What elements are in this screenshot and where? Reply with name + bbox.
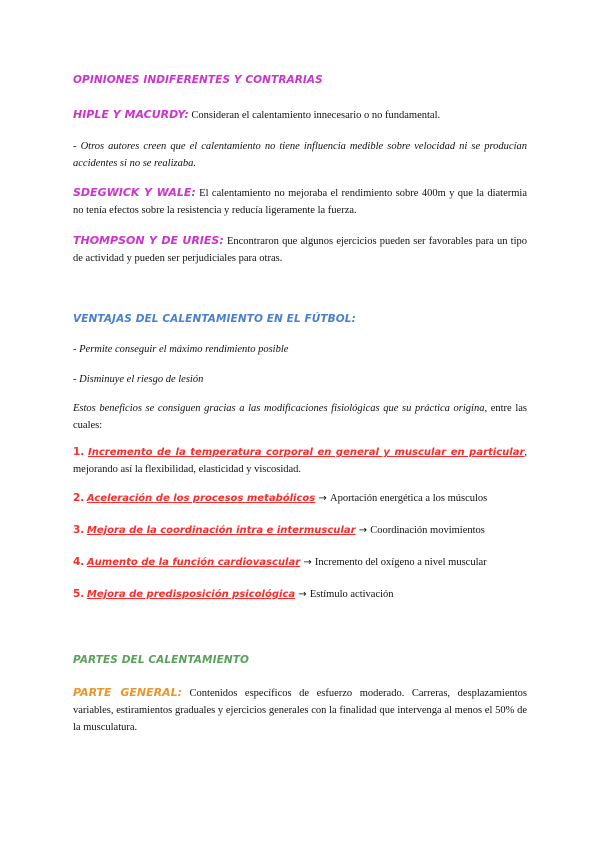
author-lead-hiple: HIPLE Y MACURDY: bbox=[73, 108, 189, 121]
list-text: Incremento del oxígeno a nivel muscular bbox=[314, 557, 487, 568]
list-item bbox=[73, 522, 527, 539]
paragraph-text-italic: Estos beneficios se consiguen gracias a las modificaciones fisiológicas que su práctica origina, bbox=[73, 403, 488, 414]
paragraph-hiple bbox=[73, 106, 527, 124]
paragraph-text: El calentamiento no mejoraba el rendimiento sobre 400m y que la diatermia no tenía efectos sobre la resistencia y reducía ligeramente la fuerza. bbox=[73, 188, 527, 216]
author-lead-thompson: THOMPSON Y DE URIES: bbox=[73, 234, 224, 247]
bullet-lesion: - Disminuye el riesgo de lesión bbox=[73, 374, 204, 385]
paragraph-text: Contenidos específicos de esfuerzo moderado. Carreras, desplazamientos variables, estiramientos graduales y ejercicios generales con la finalidad que intervenga al menos el 50% de la musculatura. bbox=[73, 688, 528, 733]
paragraph-text: entre las cuales: bbox=[73, 403, 527, 431]
list-text: Aportación energética a los músculos bbox=[329, 493, 488, 504]
list-lead: Incremento de la temperatura corporal en general y muscular en particular bbox=[88, 447, 525, 458]
arrow-icon: → bbox=[355, 525, 371, 536]
list-number: 3. bbox=[73, 524, 85, 536]
paragraph-text: Encontraron que algunos ejercicios pueden ser favorables para un tipo de actividad y pueden ser perjudiciales para otras. bbox=[73, 236, 528, 264]
paragraph-thompson bbox=[73, 232, 527, 267]
section-title-opiniones: OPINIONES INDIFERENTES Y CONTRARIAS bbox=[73, 74, 323, 86]
list-lead: Mejora de predisposición psicológica bbox=[86, 589, 296, 600]
list-item bbox=[73, 586, 527, 603]
list-text: Coordinación movimientos bbox=[370, 525, 485, 536]
paragraph-text: Consideran el calentamiento innecesario o no fundamental. bbox=[188, 110, 441, 121]
section-title-ventajas: VENTAJAS DEL CALENTAMIENTO EN EL FÚTBOL: bbox=[73, 313, 356, 325]
list-number: 1. bbox=[73, 446, 85, 458]
list-number: 5. bbox=[73, 588, 85, 600]
arrow-icon: → bbox=[315, 493, 330, 504]
list-item bbox=[73, 554, 527, 571]
arrow-icon: → bbox=[295, 589, 310, 600]
list-text: Estímulo activación bbox=[309, 589, 394, 600]
paragraph-beneficios bbox=[73, 400, 527, 434]
list-number: 2. bbox=[73, 492, 85, 504]
paragraph-sdegwick bbox=[73, 184, 527, 219]
list-text: , mejorando así la flexibilidad, elasticidad y viscosidad. bbox=[73, 447, 528, 475]
paragraph-parte-general bbox=[73, 684, 527, 736]
section-title-partes: PARTES DEL CALENTAMIENTO bbox=[73, 654, 250, 666]
arrow-icon: → bbox=[300, 557, 315, 568]
bullet-rendimiento: - Permite conseguir el máximo rendimiento posible bbox=[73, 344, 289, 355]
list-lead: Aumento de la función cardiovascular bbox=[86, 557, 301, 568]
list-item bbox=[73, 444, 527, 478]
list-number: 4. bbox=[73, 556, 85, 568]
list-lead: Aceleración de los procesos metabólicos bbox=[86, 493, 316, 504]
author-lead-sdegwick: SDEGWICK Y WALE: bbox=[73, 186, 196, 199]
list-lead: Mejora de la coordinación intra e intermuscular bbox=[86, 525, 356, 536]
paragraph-otros-autores: - Otros autores creen que el calentamiento no tiene influencia medible sobre velocidad ni se producían accidentes si no se realizaba. bbox=[73, 141, 527, 169]
list-item bbox=[73, 490, 527, 507]
part-lead-general: PARTE GENERAL: bbox=[73, 686, 182, 699]
